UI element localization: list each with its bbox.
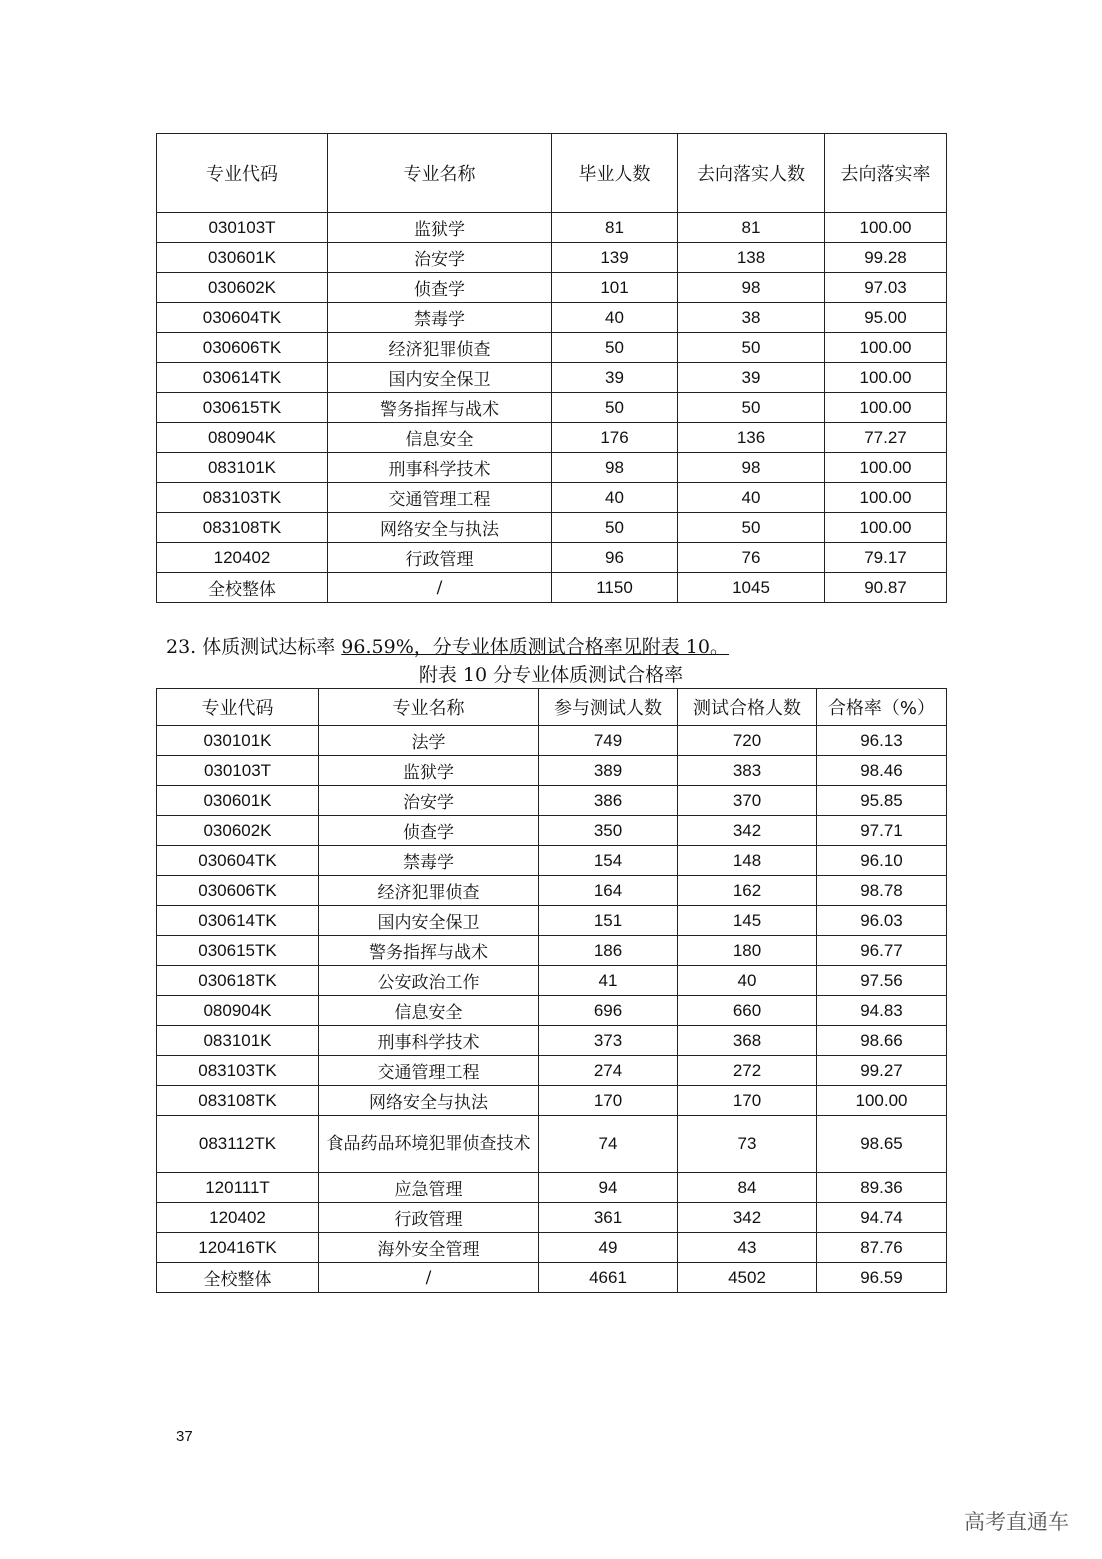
table-row xyxy=(157,363,947,393)
table-row xyxy=(157,1056,947,1086)
cell-value: 50 xyxy=(678,333,825,363)
table-row xyxy=(157,513,947,543)
cell-value: 100.00 xyxy=(825,213,947,243)
cell-major-code: 030103T xyxy=(157,213,328,243)
cell-major-name: 网络安全与执法 xyxy=(319,1086,539,1116)
cell-value: 186 xyxy=(539,936,678,966)
cell-major-code: 030606TK xyxy=(157,876,319,906)
cell-value: 274 xyxy=(539,1056,678,1086)
table-row xyxy=(157,1173,947,1203)
cell-value: 41 xyxy=(539,966,678,996)
cell-major-name: 侦查学 xyxy=(319,816,539,846)
cell-value: 98 xyxy=(678,273,825,303)
cell-value: 81 xyxy=(552,213,678,243)
cell-major-name: 行政管理 xyxy=(319,1203,539,1233)
paragraph-underlined: 96.59%，分专业体质测试合格率见附表 10。 xyxy=(341,636,729,658)
col-major-name: 专业名称 xyxy=(319,689,539,726)
page-number: 37 xyxy=(176,1428,193,1445)
cell-major-name: 交通管理工程 xyxy=(328,483,552,513)
cell-major-code: 030103T xyxy=(157,756,319,786)
cell-major-name: / xyxy=(319,1263,539,1293)
cell-value: 162 xyxy=(678,876,817,906)
cell-value: 98 xyxy=(678,453,825,483)
cell-value: 81 xyxy=(678,213,825,243)
cell-value: 342 xyxy=(678,1203,817,1233)
cell-major-name: 行政管理 xyxy=(328,543,552,573)
cell-value: 40 xyxy=(552,483,678,513)
cell-value: 95.00 xyxy=(825,303,947,333)
table-row xyxy=(157,816,947,846)
cell-value: 101 xyxy=(552,273,678,303)
cell-value: 39 xyxy=(552,363,678,393)
cell-major-code: 030604TK xyxy=(157,303,328,333)
cell-value: 96 xyxy=(552,543,678,573)
cell-value: 386 xyxy=(539,786,678,816)
table-row xyxy=(157,1086,947,1116)
cell-value: 97.71 xyxy=(817,816,947,846)
table-row xyxy=(157,906,947,936)
cell-value: 97.56 xyxy=(817,966,947,996)
cell-value: 99.27 xyxy=(817,1056,947,1086)
table-row xyxy=(157,483,947,513)
cell-value: 96.13 xyxy=(817,726,947,756)
cell-value: 4502 xyxy=(678,1263,817,1293)
cell-value: 138 xyxy=(678,243,825,273)
cell-major-code: 030614TK xyxy=(157,906,319,936)
graduate-employment-table xyxy=(156,133,947,603)
cell-value: 74 xyxy=(539,1116,678,1173)
cell-major-code: 030601K xyxy=(157,786,319,816)
cell-value: 151 xyxy=(539,906,678,936)
cell-value: 95.85 xyxy=(817,786,947,816)
cell-value: 94.83 xyxy=(817,996,947,1026)
cell-major-name: 禁毒学 xyxy=(319,846,539,876)
cell-major-name: 刑事科学技术 xyxy=(328,453,552,483)
cell-major-code: 080904K xyxy=(157,423,328,453)
cell-value: 90.87 xyxy=(825,573,947,603)
table-caption: 附表 10 分专业体质测试合格率 xyxy=(418,664,684,686)
table-row xyxy=(157,423,947,453)
cell-value: 136 xyxy=(678,423,825,453)
cell-value: 361 xyxy=(539,1203,678,1233)
table-row xyxy=(157,1116,947,1173)
table-row xyxy=(157,213,947,243)
col-major-code: 专业代码 xyxy=(157,134,328,213)
cell-value: 373 xyxy=(539,1026,678,1056)
cell-value: 76 xyxy=(678,543,825,573)
col-employment-rate: 去向落实率 xyxy=(825,134,947,213)
cell-value: 1150 xyxy=(552,573,678,603)
cell-value: 49 xyxy=(539,1233,678,1263)
cell-major-name: 监狱学 xyxy=(319,756,539,786)
table-row xyxy=(157,726,947,756)
cell-value: 164 xyxy=(539,876,678,906)
cell-value: 98.46 xyxy=(817,756,947,786)
cell-value: 43 xyxy=(678,1233,817,1263)
table-row xyxy=(157,243,947,273)
cell-major-code: 030602K xyxy=(157,816,319,846)
cell-value: 749 xyxy=(539,726,678,756)
cell-major-code: 120402 xyxy=(157,1203,319,1233)
cell-value: 4661 xyxy=(539,1263,678,1293)
cell-value: 77.27 xyxy=(825,423,947,453)
cell-value: 100.00 xyxy=(825,333,947,363)
table-row xyxy=(157,1263,947,1293)
cell-major-name: 海外安全管理 xyxy=(319,1233,539,1263)
cell-major-code: 080904K xyxy=(157,996,319,1026)
cell-major-name: 应急管理 xyxy=(319,1173,539,1203)
physical-test-table xyxy=(156,688,947,1293)
cell-value: 370 xyxy=(678,786,817,816)
cell-value: 99.28 xyxy=(825,243,947,273)
cell-major-code: 083112TK xyxy=(157,1116,319,1173)
cell-major-code: 083101K xyxy=(157,453,328,483)
cell-major-code: 083103TK xyxy=(157,1056,319,1086)
col-graduates: 毕业人数 xyxy=(552,134,678,213)
cell-major-name: 国内安全保卫 xyxy=(319,906,539,936)
table-row xyxy=(157,1026,947,1056)
table-header-row xyxy=(157,689,947,726)
cell-value: 96.59 xyxy=(817,1263,947,1293)
table-row xyxy=(157,333,947,363)
cell-value: 98.66 xyxy=(817,1026,947,1056)
cell-major-code: 030606TK xyxy=(157,333,328,363)
cell-value: 38 xyxy=(678,303,825,333)
col-employed: 去向落实人数 xyxy=(678,134,825,213)
cell-value: 40 xyxy=(678,966,817,996)
cell-value: 50 xyxy=(552,333,678,363)
table-header-row xyxy=(157,134,947,213)
cell-value: 96.03 xyxy=(817,906,947,936)
col-tested: 参与测试人数 xyxy=(539,689,678,726)
cell-value: 89.36 xyxy=(817,1173,947,1203)
cell-value: 50 xyxy=(678,393,825,423)
cell-value: 145 xyxy=(678,906,817,936)
cell-value: 100.00 xyxy=(817,1086,947,1116)
cell-value: 98.78 xyxy=(817,876,947,906)
table-row xyxy=(157,1203,947,1233)
cell-major-name: 治安学 xyxy=(319,786,539,816)
cell-value: 97.03 xyxy=(825,273,947,303)
cell-value: 87.76 xyxy=(817,1233,947,1263)
cell-value: 40 xyxy=(552,303,678,333)
cell-major-code: 030615TK xyxy=(157,936,319,966)
cell-value: 79.17 xyxy=(825,543,947,573)
cell-major-name: / xyxy=(328,573,552,603)
table-row xyxy=(157,996,947,1026)
cell-major-name: 国内安全保卫 xyxy=(328,363,552,393)
cell-value: 100.00 xyxy=(825,453,947,483)
cell-value: 100.00 xyxy=(825,513,947,543)
cell-major-code: 030602K xyxy=(157,273,328,303)
cell-value: 368 xyxy=(678,1026,817,1056)
cell-value: 1045 xyxy=(678,573,825,603)
table-row xyxy=(157,876,947,906)
cell-major-code: 083101K xyxy=(157,1026,319,1056)
cell-value: 696 xyxy=(539,996,678,1026)
cell-value: 383 xyxy=(678,756,817,786)
cell-major-name: 监狱学 xyxy=(328,213,552,243)
cell-major-name: 禁毒学 xyxy=(328,303,552,333)
cell-value: 40 xyxy=(678,483,825,513)
cell-value: 96.10 xyxy=(817,846,947,876)
cell-major-name: 经济犯罪侦查 xyxy=(319,876,539,906)
cell-value: 98.65 xyxy=(817,1116,947,1173)
cell-value: 154 xyxy=(539,846,678,876)
cell-value: 180 xyxy=(678,936,817,966)
cell-value: 176 xyxy=(552,423,678,453)
cell-major-code: 120402 xyxy=(157,543,328,573)
table-row xyxy=(157,273,947,303)
cell-major-code: 120111T xyxy=(157,1173,319,1203)
table-row xyxy=(157,303,947,333)
cell-major-name: 食品药品环境犯罪侦查技术 xyxy=(319,1116,539,1173)
cell-value: 660 xyxy=(678,996,817,1026)
cell-major-name: 公安政治工作 xyxy=(319,966,539,996)
col-major-code: 专业代码 xyxy=(157,689,319,726)
cell-major-name: 信息安全 xyxy=(319,996,539,1026)
table-row xyxy=(157,756,947,786)
cell-value: 100.00 xyxy=(825,393,947,423)
table-row xyxy=(157,453,947,483)
cell-value: 94 xyxy=(539,1173,678,1203)
table-row xyxy=(157,1233,947,1263)
cell-major-name: 侦查学 xyxy=(328,273,552,303)
table-row xyxy=(157,936,947,966)
table-row xyxy=(157,573,947,603)
col-major-name: 专业名称 xyxy=(328,134,552,213)
cell-value: 84 xyxy=(678,1173,817,1203)
cell-major-name: 警务指挥与战术 xyxy=(319,936,539,966)
table-row xyxy=(157,543,947,573)
paragraph-prefix: 23. 体质测试达标率 xyxy=(166,636,342,658)
cell-major-name: 法学 xyxy=(319,726,539,756)
cell-major-code: 120416TK xyxy=(157,1233,319,1263)
cell-major-name: 交通管理工程 xyxy=(319,1056,539,1086)
cell-major-name: 信息安全 xyxy=(328,423,552,453)
cell-value: 50 xyxy=(552,513,678,543)
cell-value: 148 xyxy=(678,846,817,876)
cell-major-code: 全校整体 xyxy=(157,573,328,603)
cell-major-code: 030615TK xyxy=(157,393,328,423)
cell-major-code: 083103TK xyxy=(157,483,328,513)
col-passed: 测试合格人数 xyxy=(678,689,817,726)
cell-value: 350 xyxy=(539,816,678,846)
cell-value: 720 xyxy=(678,726,817,756)
cell-value: 73 xyxy=(678,1116,817,1173)
cell-value: 389 xyxy=(539,756,678,786)
cell-value: 50 xyxy=(678,513,825,543)
cell-major-code: 030604TK xyxy=(157,846,319,876)
cell-value: 342 xyxy=(678,816,817,846)
cell-major-code: 083108TK xyxy=(157,1086,319,1116)
cell-major-name: 经济犯罪侦查 xyxy=(328,333,552,363)
cell-value: 50 xyxy=(552,393,678,423)
cell-major-name: 治安学 xyxy=(328,243,552,273)
cell-value: 39 xyxy=(678,363,825,393)
table-row xyxy=(157,966,947,996)
table-row xyxy=(157,846,947,876)
cell-major-name: 网络安全与执法 xyxy=(328,513,552,543)
paragraph-23 xyxy=(166,632,729,659)
cell-major-code: 030614TK xyxy=(157,363,328,393)
cell-major-code: 030601K xyxy=(157,243,328,273)
cell-value: 139 xyxy=(552,243,678,273)
cell-value: 98 xyxy=(552,453,678,483)
table-row xyxy=(157,393,947,423)
cell-major-code: 083108TK xyxy=(157,513,328,543)
cell-value: 100.00 xyxy=(825,483,947,513)
cell-major-name: 警务指挥与战术 xyxy=(328,393,552,423)
col-pass-rate: 合格率（%） xyxy=(817,689,947,726)
cell-value: 170 xyxy=(678,1086,817,1116)
cell-value: 96.77 xyxy=(817,936,947,966)
cell-major-code: 全校整体 xyxy=(157,1263,319,1293)
cell-value: 94.74 xyxy=(817,1203,947,1233)
cell-value: 170 xyxy=(539,1086,678,1116)
cell-major-code: 030101K xyxy=(157,726,319,756)
watermark: 高考直通车 xyxy=(964,1510,1069,1534)
cell-value: 272 xyxy=(678,1056,817,1086)
cell-major-name: 刑事科学技术 xyxy=(319,1026,539,1056)
cell-major-code: 030618TK xyxy=(157,966,319,996)
cell-value: 100.00 xyxy=(825,363,947,393)
table-row xyxy=(157,786,947,816)
